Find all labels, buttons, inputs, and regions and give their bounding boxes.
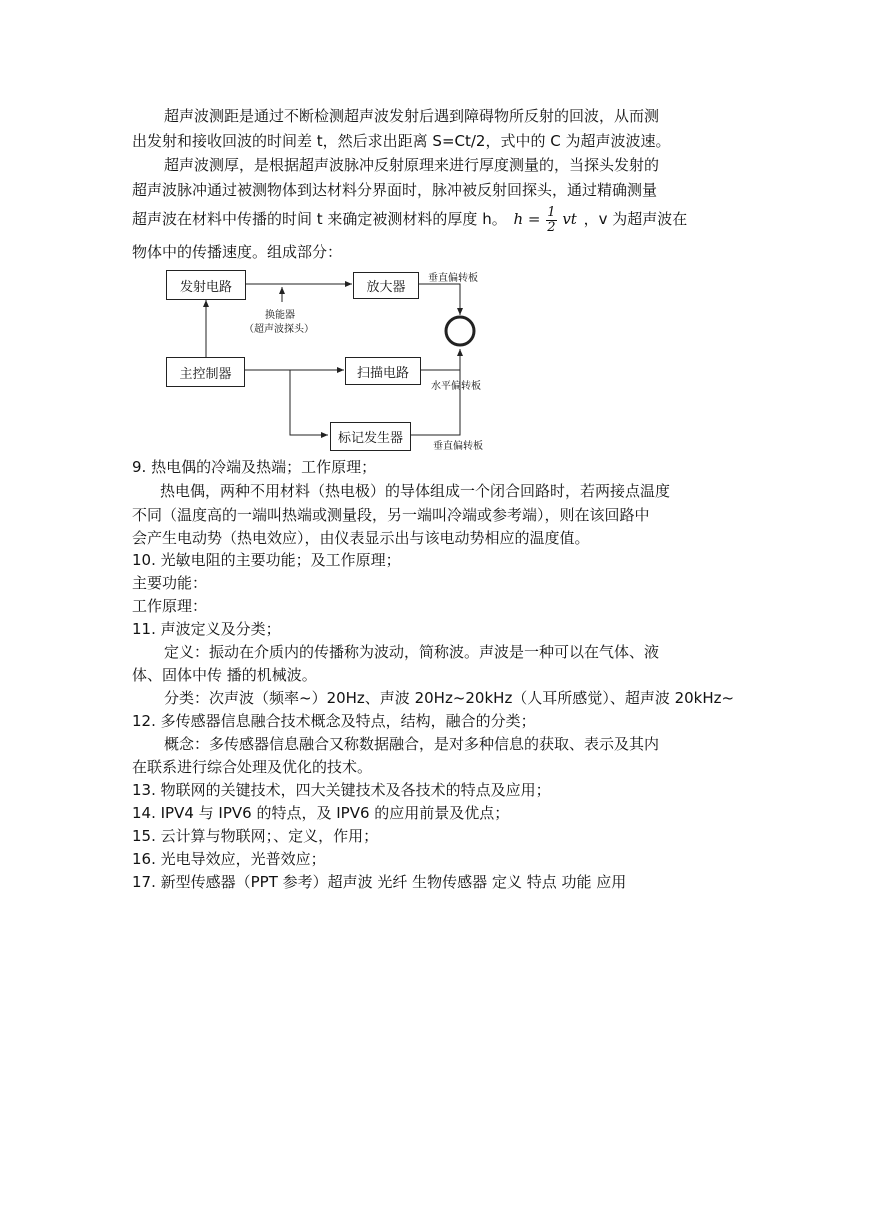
- label-transducer: 换能器: [265, 310, 295, 321]
- q10-title: 10. 光敏电阻的主要功能；及工作原理；: [132, 551, 401, 569]
- box-transmit-circuit: 发射电路: [166, 270, 246, 300]
- q9-line1: 热电偶，两种不用材料（热电极）的导体组成一个闭合回路时，若两接点温度: [160, 482, 671, 500]
- para2-line3-text: 超声波在材料中传播的时间 t 来确定被测材料的厚度 h。: [132, 210, 507, 228]
- q10-main-function: 主要功能：: [132, 574, 208, 592]
- arrow-main-to-marker: [290, 370, 328, 435]
- q14-title: 14. IPV4 与 IPV6 的特点，及 IPV6 的应用前景及优点；: [132, 804, 510, 822]
- q13-title: 13. 物联网的关键技术，四大关键技术及各技术的特点及应用；: [132, 781, 551, 799]
- para2-line2: 超声波脉冲通过被测物体到达材料分界面时，脉冲被反射回探头，通过精确测量: [132, 181, 658, 199]
- q12-line2: 在联系进行综合处理及优化的技术。: [132, 758, 373, 776]
- q11-title: 11. 声波定义及分类；: [132, 620, 281, 638]
- formula-rhs: vt: [562, 210, 577, 229]
- label-vertical-plate-top: 垂直偏转板: [428, 273, 478, 284]
- q15-title: 15. 云计算与物联网；、定义，作用；: [132, 827, 379, 845]
- label-vertical-plate-bottom: 垂直偏转板: [433, 441, 483, 452]
- q11-line2: 体、固体中传 播的机械波。: [132, 666, 317, 684]
- para1-line2: 出发射和接收回波的时间差 t，然后求出距离 S=Ct/2，式中的 C 为超声波波速。: [132, 132, 671, 150]
- q17-title: 17. 新型传感器（PPT 参考）超声波 光纤 生物传感器 定义 特点 功能 应用: [132, 873, 627, 891]
- para2-line1: 超声波测厚，是根据超声波脉冲反射原理来进行厚度测量的，当探头发射的: [164, 156, 660, 174]
- q9-title: 9. 热电偶的冷端及热端；工作原理；: [132, 458, 377, 476]
- label-horizontal-plate: 水平偏转板: [431, 381, 481, 392]
- para2-line4: 物体中的传播速度。组成部分：: [132, 243, 343, 261]
- q9-line2: 不同（温度高的一端叫热端或测量段，另一端叫冷端或参考端），则在该回路中: [132, 506, 650, 524]
- para1-line1: 超声波测距是通过不断检测超声波发射后遇到障碍物所反射的回波，从而测: [164, 107, 660, 125]
- crt-display: [446, 317, 474, 345]
- box-scan-circuit: 扫描电路: [345, 357, 421, 385]
- q12-title: 12. 多传感器信息融合技术概念及特点，结构，融合的分类；: [132, 712, 536, 730]
- q10-working-principle: 工作原理：: [132, 597, 208, 615]
- q12-line1: 概念：多传感器信息融合又称数据融合，是对多种信息的获取、表示及其内: [164, 735, 660, 753]
- label-transducer-probe: （超声波探头）: [244, 324, 314, 335]
- para2-line3-tail: ，v 为超声波在: [583, 210, 688, 228]
- diagram-connectors: [0, 0, 869, 470]
- box-amplifier: 放大器: [353, 272, 419, 299]
- q9-line3: 会产生电动势（热电效应），由仪表显示出与该电动势相应的温度值。: [132, 529, 590, 547]
- box-main-controller: 主控制器: [166, 357, 245, 387]
- q11-line3: 分类：次声波（频率~）20Hz、声波 20Hz~20kHz（人耳所感觉）、超声波 20kHz~: [164, 689, 735, 707]
- arrow-amp-to-crt: [418, 284, 460, 315]
- q16-title: 16. 光电导效应，光普效应；: [132, 850, 326, 868]
- formula-denominator: 2: [547, 219, 556, 235]
- q11-line1: 定义：振动在介质内的传播称为波动，简称波。声波是一种可以在气体、液: [164, 643, 660, 661]
- arrow-scan-to-crt: [420, 349, 460, 370]
- formula-lhs: h =: [513, 210, 541, 229]
- formula-numerator: 1: [547, 204, 556, 220]
- box-marker-generator: 标记发生器: [330, 422, 411, 451]
